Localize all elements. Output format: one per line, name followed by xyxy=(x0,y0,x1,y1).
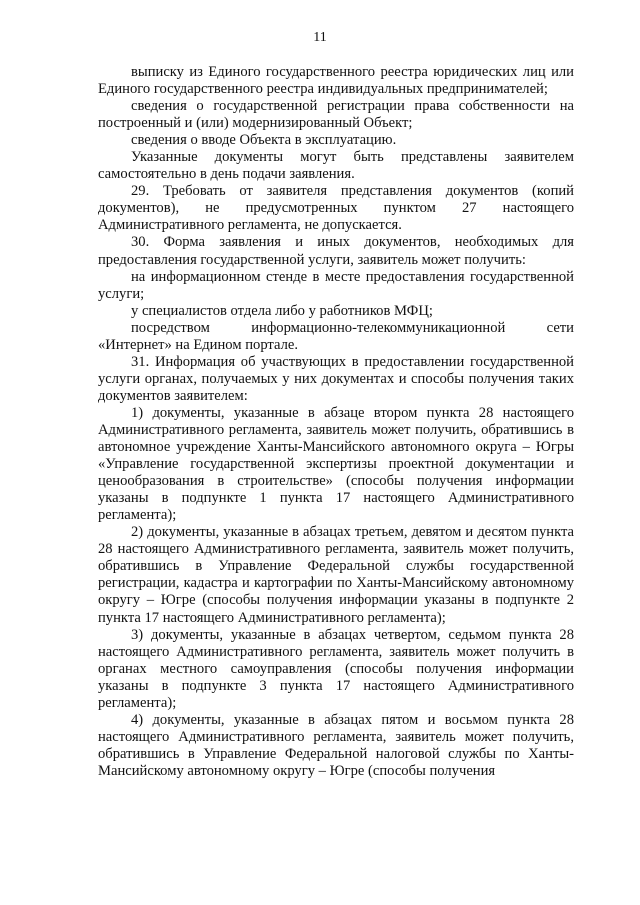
paragraph-commissioning-info: сведения о вводе Объекта в эксплуатацию. xyxy=(131,132,397,149)
paragraph-item-31: 31. Информация об участвующих в предоставлении государственной услуги органах, получаемых у них документах и способы получения таких документов заявителем: xyxy=(98,353,574,404)
document-body xyxy=(98,64,574,780)
paragraph-ownership-registration: сведения о государственной регистрации права собственности на построенный и (или) модернизированный Объект; xyxy=(98,98,574,132)
paragraph-subitem-4: 4) документы, указанные в абзацах пятом и восьмом пункта 28 настоящего Административного регламента, заявитель может получить, обратившись в Управление Федеральной налоговой службы по Ханты-Мансийскому автономному округу – Югре (способы получения xyxy=(98,711,574,779)
paragraph-self-submission: Указанные документы могут быть представлены заявителем самостоятельно в день подачи заявления. xyxy=(98,149,574,183)
paragraph-mfc-staff: у специалистов отдела либо у работников МФЦ; xyxy=(131,302,433,319)
paragraph-info-stand: на информационном стенде в месте предоставления государственной услуги; xyxy=(98,268,574,302)
paragraph-subitem-3: 3) документы, указанные в абзацах четвертом, седьмом пункта 28 настоящего Административного регламента, заявитель может получить в органах местного самоуправления (способы получения информации указаны в подпункте 3 пункта 17 настоящего Административного регламента); xyxy=(98,626,574,711)
paragraph-item-29: 29. Требовать от заявителя представления документов (копий документов), не предусмотренных пунктом 27 настоящего Административного регламента, не допускается. xyxy=(98,183,574,234)
paragraph-subitem-2: 2) документы, указанные в абзацах третьем, девятом и десятом пункта 28 настоящего Административного регламента, заявитель может получить, обратившись в Управление Федеральной службы государственной регистрации, кадастра и картографии по Ханты-Мансийскому автономному округу – Югре (способы получения информации указаны в подпункте 2 пункта 17 настоящего Административного регламента); xyxy=(98,524,574,626)
paragraph-item-30: 30. Форма заявления и иных документов, необходимых для предоставления государственной услуги, заявитель может получить: xyxy=(98,234,574,268)
paragraph-internet-portal: посредством информационно-телекоммуникационной сети «Интернет» на Едином портале. xyxy=(98,319,574,353)
paragraph-egrul-extract: выписку из Единого государственного реестра юридических лиц или Единого государственного реестра индивидуальных предпринимателей; xyxy=(98,64,574,98)
paragraph-subitem-1: 1) документы, указанные в абзаце втором пункта 28 настоящего Административного регламента, заявитель может получить, обратившись в автономное учреждение Ханты-Мансийского автономного округа – Югры «Управление государственной экспертизы проектной документации и ценообразования в строительстве» (способы получения информации указаны в подпункте 1 пункта 17 настоящего Административного регламента); xyxy=(98,404,574,524)
page-number: 11 xyxy=(313,30,327,45)
